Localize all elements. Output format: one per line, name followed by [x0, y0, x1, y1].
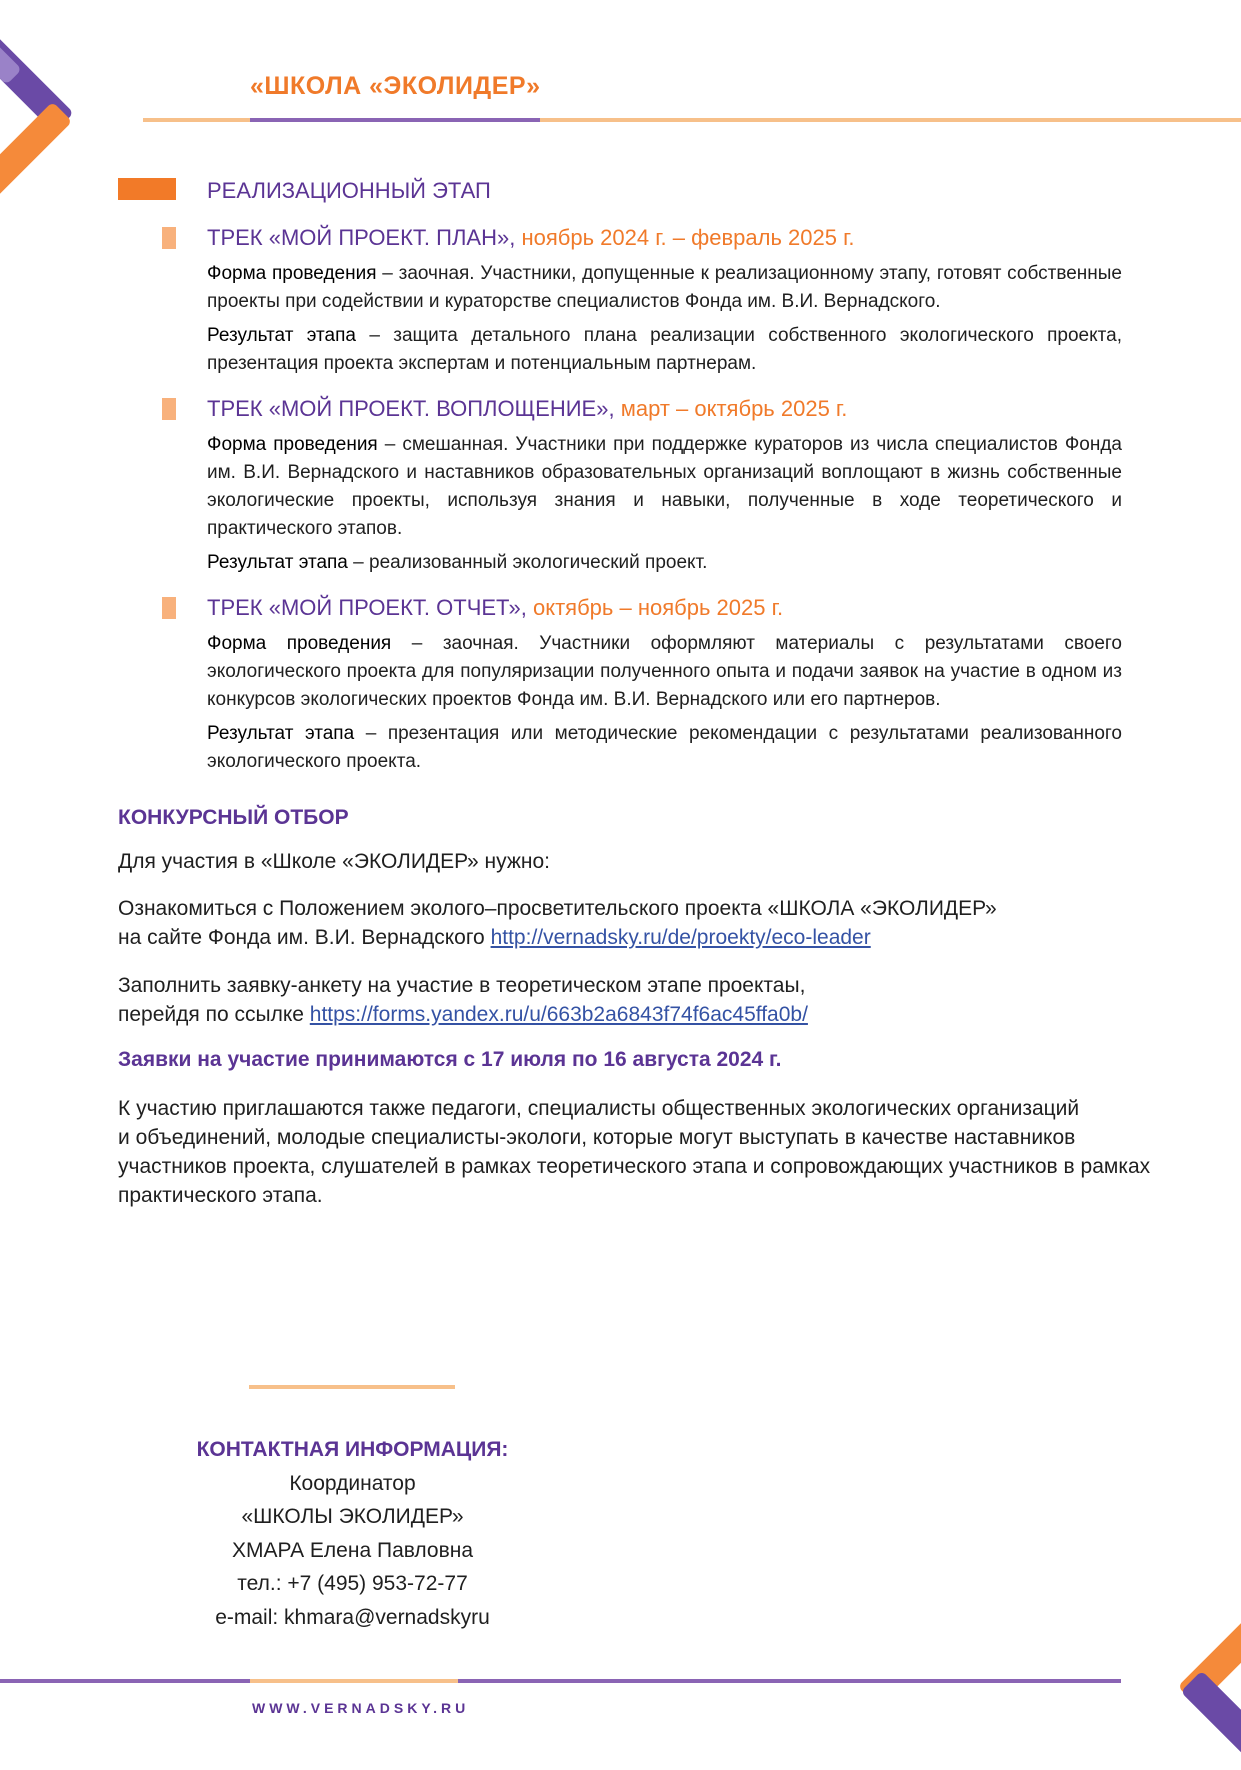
contact-title: КОНТАКТНАЯ ИНФОРМАЦИЯ: [196, 1438, 509, 1461]
selection-title: КОНКУРСНЫЙ ОТБОР [118, 806, 349, 829]
section-marker [118, 178, 176, 200]
invite-line: практического этапа. [118, 1184, 323, 1207]
result-label: Результат этапа [207, 325, 356, 346]
contact-email[interactable]: e-mail: khmara@vernadskyru [215, 1605, 490, 1629]
step2-text: перейдя по ссылке [118, 1003, 310, 1026]
result-label: Результат этапа [207, 723, 355, 744]
track-form-paragraph [207, 630, 1122, 714]
step2-line1: Заполнить заявку-анкету на участие в теоретическом этапе проектаы, [118, 974, 806, 997]
header-title: «ШКОЛА «ЭКОЛИДЕР» [250, 72, 541, 100]
result-text: – защита детального плана реализации собственного экологического проекта, презентация проекта экспертам и потенциальным партнерам. [207, 325, 1122, 374]
track-name: ТРЕК «МОЙ ПРОЕКТ. ВОПЛОЩЕНИЕ», [207, 396, 615, 421]
track-dates: октябрь – ноябрь 2025 г. [532, 595, 784, 620]
contact-org: «ШКОЛЫ ЭКОЛИДЕР» [241, 1505, 464, 1528]
eco-leader-link[interactable]: http://vernadsky.ru/de/proekty/eco-leader [490, 926, 871, 949]
step1-line1: Ознакомиться с Положением эколого–просветительского проекта «ШКОЛА «ЭКОЛИДЕР» [118, 897, 997, 920]
form-text: – заочная. Участники оформляют материалы с результатами своего экологического проекта для популяризации полученного опыта и подачи заявок на участие в одном из конкурсов экологических проектов Фонда им. В.И. Вернадского или его партнеров. [207, 633, 1122, 710]
track-title [207, 396, 847, 422]
result-text: – презентация или методические рекомендации с результатами реализованного экологического проекта. [207, 723, 1122, 772]
track-result-paragraph [207, 549, 1122, 577]
contact-role: Координатор [289, 1471, 416, 1495]
contact-divider [249, 1385, 455, 1389]
step1-line2 [118, 923, 871, 952]
track-dates: ноябрь 2024 г. – февраль 2025 г. [521, 225, 855, 250]
form-text: – заочная. Участники, допущенные к реализационному этапу, готовят собственные проекты при содействии и кураторстве специалистов Фонда им. В.И. Вернадского. [207, 263, 1122, 312]
track-name: ТРЕК «МОЙ ПРОЕКТ. ОТЧЕТ», [207, 595, 527, 620]
invite-line: К участию приглашаются также педагоги, специалисты общественных экологических организаций [118, 1097, 1080, 1120]
track-result-paragraph [207, 322, 1122, 378]
track-marker [162, 227, 176, 249]
form-text: – смешанная. Участники при поддержке кураторов из числа специалистов Фонда им. В.И. Вернадского и наставников образовательных организаций воплощают в жизнь собственные экологические проекты, используя знания и навыки, полученные в ходе теоретического и практического этапов. [207, 434, 1122, 539]
deadline-notice: Заявки на участие принимаются с 17 июля по 16 августа 2024 г. [118, 1048, 782, 1071]
track-form-paragraph [207, 260, 1122, 316]
contact-phone: тел.: +7 (495) 953-72-77 [237, 1572, 468, 1595]
track-dates: март – октябрь 2025 г. [620, 396, 848, 421]
application-form-link[interactable]: https://forms.yandex.ru/u/663b2a6843f74f6ac45ffa0b/ [309, 1003, 808, 1026]
track-title [207, 595, 783, 621]
form-label: Форма проведения [207, 263, 377, 284]
invite-line: и объединений, молодые специалисты-экологи, которые могут выступать в качестве наставников [118, 1126, 1076, 1149]
selection-intro: Для участия в «Школе «ЭКОЛИДЕР» нужно: [118, 850, 550, 873]
result-text: – реализованный экологический проект. [347, 552, 708, 573]
contact-name: ХМАРА Елена Павловна [231, 1538, 474, 1562]
track-name: ТРЕК «МОЙ ПРОЕКТ. ПЛАН», [207, 225, 516, 250]
section-title: РЕАЛИЗАЦИОННЫЙ ЭТАП [207, 178, 491, 203]
invite-line: участников проекта, слушателей в рамках теоретического этапа и сопровождающих участников в рамках [118, 1155, 1151, 1178]
form-label: Форма проведения [207, 434, 378, 455]
result-label: Результат этапа [207, 552, 348, 573]
contact-block [180, 1433, 525, 1634]
corner-decoration-bottom-right [1160, 1600, 1241, 1754]
corner-decoration-top-left [0, 0, 80, 200]
step1-text: на сайте Фонда им. В.И. Вернадского [118, 926, 491, 949]
form-label: Форма проведения [207, 633, 392, 654]
step2-line2 [118, 1000, 808, 1029]
track-marker [162, 398, 176, 420]
track-marker [162, 597, 176, 619]
footer-divider-accent [250, 1679, 458, 1683]
track-title [207, 225, 855, 251]
track-result-paragraph [207, 720, 1122, 776]
footer-url[interactable]: WWW.VERNADSKY.RU [252, 1700, 470, 1716]
footer-divider [0, 1679, 1121, 1683]
header-divider-accent [250, 118, 540, 122]
track-form-paragraph [207, 431, 1122, 543]
